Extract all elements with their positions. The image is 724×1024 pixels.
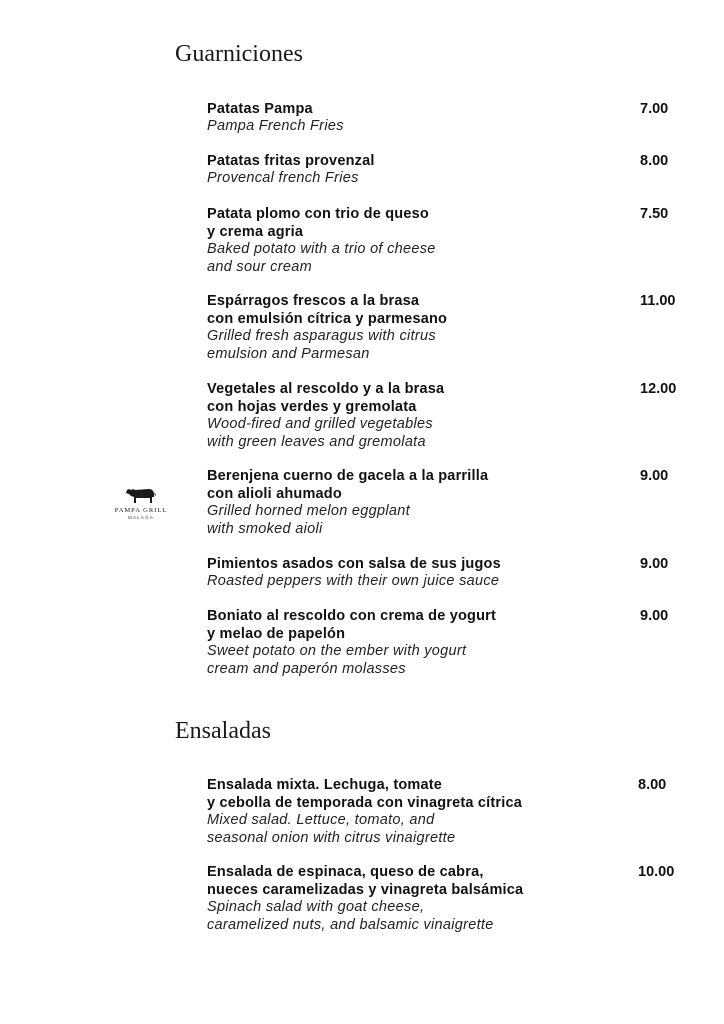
brand-city: MALAGA (128, 515, 154, 520)
item-description: Roasted peppers with their own juice sauce (207, 573, 500, 589)
item-price: 9.00 (640, 608, 669, 624)
item-price: 7.00 (640, 101, 669, 117)
item-description: Provencal french Fries (207, 170, 359, 186)
item-name: Pimientos asados con salsa de sus jugos (207, 556, 501, 572)
bull-icon (125, 485, 157, 505)
item-name: Vegetales al rescoldo y a la brasa con hojas verdes y gremolata (207, 381, 445, 415)
menu-item (207, 205, 687, 276)
menu-item (207, 607, 687, 678)
menu-item (207, 380, 687, 451)
item-description: Mixed salad. Lettuce, tomato, and seasonal onion with citrus vinaigrette (207, 812, 456, 846)
item-description: Grilled fresh asparagus with citrus emulsion and Parmesan (207, 328, 436, 362)
item-name: Boniato al rescoldo con crema de yogurt y melao de papelón (207, 608, 496, 642)
item-price: 8.00 (638, 777, 667, 793)
menu-item (207, 555, 687, 591)
menu-item (207, 467, 687, 538)
item-price: 7.50 (640, 206, 669, 222)
item-price: 9.00 (640, 468, 669, 484)
item-name: Ensalada de espinaca, queso de cabra, nueces caramelizadas y vinagreta balsámica (207, 864, 524, 898)
item-description: Grilled horned melon eggplant with smoked aioli (207, 503, 410, 537)
section-title-ensaladas: Ensaladas (175, 718, 271, 744)
item-price: 10.00 (638, 864, 675, 880)
item-description: Sweet potato on the ember with yogurt cream and paperón molasses (207, 643, 467, 677)
item-description: Spinach salad with goat cheese, caramelized nuts, and balsamic vinaigrette (207, 899, 494, 933)
item-price: 9.00 (640, 556, 669, 572)
item-price: 12.00 (640, 381, 677, 397)
pampa-grill-logo (104, 485, 178, 520)
item-name: Berenjena cuerno de gacela a la parrilla con alioli ahumado (207, 468, 489, 502)
menu-item (207, 863, 687, 934)
item-price: 8.00 (640, 153, 669, 169)
item-name: Espárragos frescos a la brasa con emulsión cítrica y parmesano (207, 293, 448, 327)
menu-item (207, 100, 687, 136)
item-name: Ensalada mixta. Lechuga, tomate y cebolla de temporada con vinagreta cítrica (207, 777, 523, 811)
item-name: Patata plomo con trio de queso y crema agria (207, 206, 429, 240)
item-description: Wood-fired and grilled vegetables with green leaves and gremolata (207, 416, 433, 450)
section-title-guarniciones: Guarniciones (175, 41, 303, 67)
menu-item (207, 776, 687, 847)
item-description: Pampa French Fries (207, 118, 344, 134)
menu-item (207, 292, 687, 363)
item-price: 11.00 (640, 293, 676, 309)
menu-item (207, 152, 687, 188)
item-name: Patatas Pampa (207, 101, 313, 117)
item-name: Patatas fritas provenzal (207, 153, 375, 169)
brand-name: PAMPA GRILL (114, 507, 168, 514)
item-description: Baked potato with a trio of cheese and sour cream (207, 241, 436, 275)
